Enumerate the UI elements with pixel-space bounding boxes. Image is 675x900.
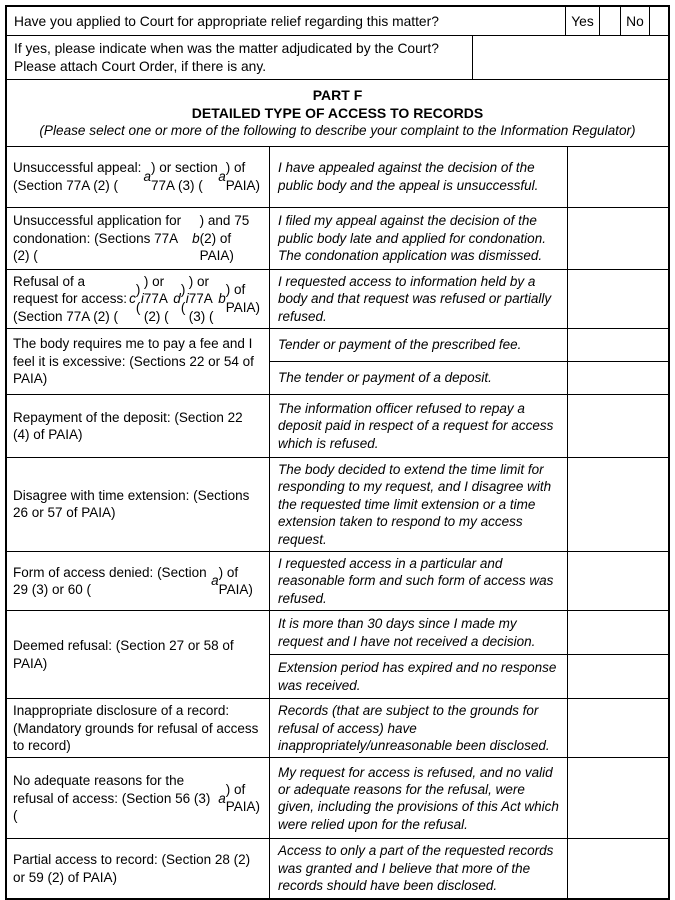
- complaint-description: I requested access in a particular and reasonable form and such form of access was refused.: [270, 552, 568, 610]
- complaint-row: [7, 395, 668, 458]
- selection-checkbox-cell[interactable]: [568, 147, 668, 207]
- complaint-descriptions: [270, 208, 668, 269]
- selection-checkbox-cell[interactable]: [568, 758, 668, 838]
- complaint-row: [7, 208, 668, 270]
- complaint-type-label: Unsuccessful application for condonation: (Sections 77A (2) ( b ) and 75 (2) of PAIA): [7, 208, 270, 269]
- selection-checkbox-cell[interactable]: [568, 458, 668, 551]
- selection-checkbox-cell[interactable]: [568, 611, 668, 654]
- complaint-row: [7, 270, 668, 329]
- complaint-description: The tender or payment of a deposit.: [270, 362, 568, 394]
- complaint-row: [7, 611, 668, 699]
- complaint-subrow: [270, 208, 668, 269]
- complaint-row: [7, 458, 668, 552]
- complaint-type-label: No adequate reasons for the refusal of access: (Section 56 (3) ( a ) of PAIA): [7, 758, 270, 838]
- complaint-description: I have appealed against the decision of the public body and the appeal is unsuccessful.: [270, 147, 568, 207]
- complaint-description: Extension period has expired and no response was received.: [270, 655, 568, 698]
- complaint-descriptions: [270, 458, 668, 551]
- selection-checkbox-cell[interactable]: [568, 362, 668, 394]
- complaint-description: The information officer refused to repay a deposit paid in respect of a request for access which is refused.: [270, 395, 568, 457]
- complaint-subrow: [270, 758, 668, 838]
- court-relief-question-row: [7, 7, 668, 36]
- complaint-description: It is more than 30 days since I made my request and I have not received a decision.: [270, 611, 568, 654]
- complaint-descriptions: [270, 147, 668, 207]
- complaint-description: My request for access is refused, and no valid or adequate reasons for the refusal, were given, including the provisions of this Act which were relied upon for the refusal.: [270, 758, 568, 838]
- complaint-subrow: [270, 362, 668, 394]
- part-f-header: [7, 80, 668, 147]
- instruction-text: (Please select one or more of the following to describe your complaint to the Information Regulator): [39, 123, 636, 139]
- complaint-descriptions: [270, 329, 668, 394]
- complaint-type-label: Repayment of the deposit: (Section 22 (4) of PAIA): [7, 395, 270, 457]
- adjudication-question: [7, 36, 473, 79]
- complaint-descriptions: [270, 758, 668, 838]
- complaint-subrow: [270, 552, 668, 610]
- complaint-description: Tender or payment of the prescribed fee.: [270, 329, 568, 361]
- complaint-row: [7, 839, 668, 897]
- complaint-type-label: Unsuccessful appeal: (Section 77A (2) ( a ) or section 77A (3) ( a ) of PAIA): [7, 147, 270, 207]
- paia-part-f-form: [5, 5, 670, 900]
- complaint-rows: [7, 147, 668, 898]
- complaint-description: I requested access to information held by a body and that request was refused or partially refused.: [270, 270, 568, 328]
- complaint-type-label: Deemed refusal: (Section 27 or 58 of PAIA): [7, 611, 270, 698]
- selection-checkbox-cell[interactable]: [568, 839, 668, 897]
- selection-checkbox-cell[interactable]: [568, 699, 668, 757]
- complaint-type-label: Refusal of a request for access: (Section 77A (2) ( c ) ( i ) or 77A (2) ( d ) ( i ) or 77A (3) ( b ) of PAIA): [7, 270, 270, 328]
- yes-answer-box[interactable]: [600, 7, 621, 35]
- complaint-row: [7, 699, 668, 758]
- complaint-subrow: [270, 270, 668, 328]
- complaint-descriptions: [270, 395, 668, 457]
- complaint-type-label: Form of access denied: (Section 29 (3) or 60 ( a ) of PAIA): [7, 552, 270, 610]
- part-title: PART F: [312, 87, 363, 103]
- adjudication-date-row: [7, 36, 668, 80]
- complaint-descriptions: [270, 839, 668, 897]
- complaint-description: Records (that are subject to the grounds for refusal of access) have inappropriately/unreasonable been disclosed.: [270, 699, 568, 757]
- complaint-descriptions: [270, 611, 668, 698]
- complaint-description: I filed my appeal against the decision of the public body late and applied for condonation. The condonation application was dismissed.: [270, 208, 568, 269]
- complaint-type-label: Inappropriate disclosure of a record: (Mandatory grounds for refusal of access to record): [7, 699, 270, 757]
- complaint-description: The body decided to extend the time limit for responding to my request, and I disagree with the requested time limit extension or a time extension taken to respond to my access request.: [270, 458, 568, 551]
- adjudication-answer-box[interactable]: [473, 36, 668, 79]
- complaint-subrow: [270, 839, 668, 897]
- complaint-subrow: [270, 147, 668, 207]
- no-answer-box[interactable]: [650, 7, 668, 35]
- complaint-row: [7, 552, 668, 611]
- complaint-subrow: [270, 329, 668, 362]
- yes-label: Yes: [566, 7, 600, 35]
- complaint-row: [7, 758, 668, 839]
- selection-checkbox-cell[interactable]: [568, 655, 668, 698]
- selection-checkbox-cell[interactable]: [568, 208, 668, 269]
- complaint-subrow: [270, 699, 668, 757]
- selection-checkbox-cell[interactable]: [568, 552, 668, 610]
- complaint-descriptions: [270, 552, 668, 610]
- complaint-subrow: [270, 655, 668, 698]
- complaint-subrow: [270, 611, 668, 655]
- complaint-row: [7, 329, 668, 395]
- adjudication-question-line2: Please attach Court Order, if there is any.: [14, 58, 267, 74]
- selection-checkbox-cell[interactable]: [568, 395, 668, 457]
- complaint-descriptions: [270, 270, 668, 328]
- complaint-descriptions: [270, 699, 668, 757]
- no-label: No: [621, 7, 650, 35]
- section-title: DETAILED TYPE OF ACCESS TO RECORDS: [191, 105, 484, 122]
- complaint-type-label: Partial access to record: (Section 28 (2) or 59 (2) of PAIA): [7, 839, 270, 897]
- court-relief-question: Have you applied to Court for appropriate relief regarding this matter?: [7, 7, 566, 35]
- complaint-type-label: The body requires me to pay a fee and I feel it is excessive: (Sections 22 or 54 of PAIA): [7, 329, 270, 394]
- selection-checkbox-cell[interactable]: [568, 270, 668, 328]
- complaint-subrow: [270, 458, 668, 551]
- complaint-subrow: [270, 395, 668, 457]
- selection-checkbox-cell[interactable]: [568, 329, 668, 361]
- complaint-description: Access to only a part of the requested records was granted and I believe that more of the records should have been disclosed.: [270, 839, 568, 897]
- complaint-row: [7, 147, 668, 208]
- complaint-type-label: Disagree with time extension: (Sections 26 or 57 of PAIA): [7, 458, 270, 551]
- adjudication-question-line1: If yes, please indicate when was the matter adjudicated by the Court?: [14, 40, 439, 56]
